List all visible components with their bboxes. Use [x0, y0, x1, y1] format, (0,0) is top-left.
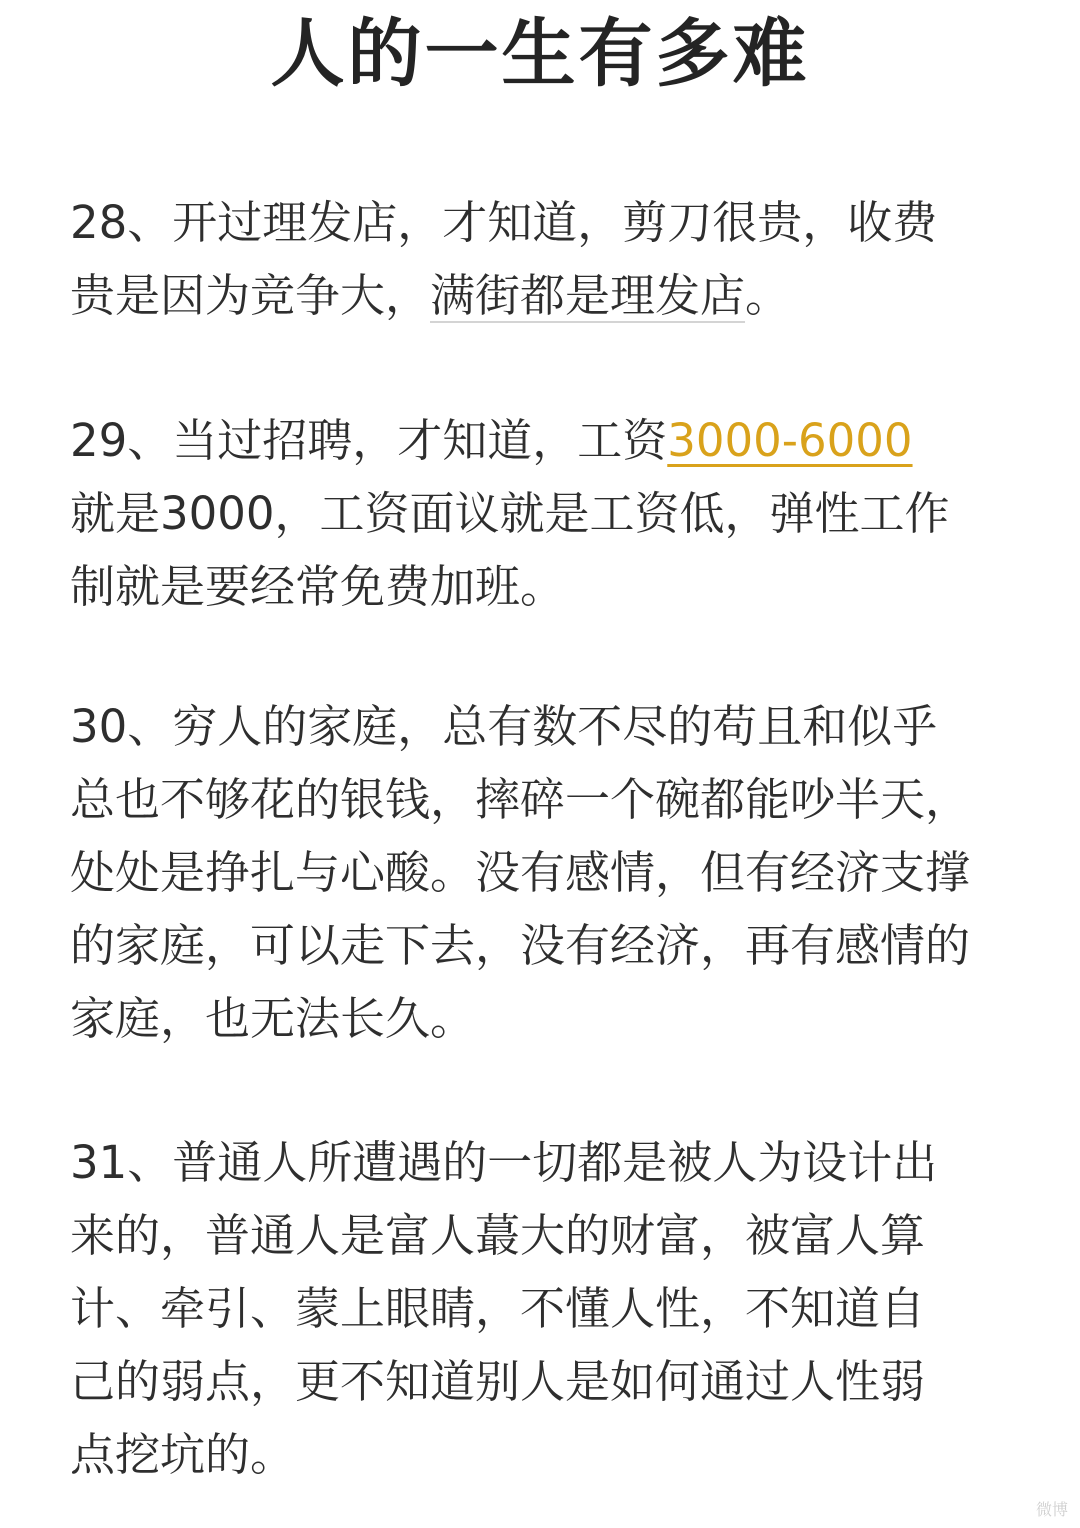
salary-link[interactable]: 3000-6000	[667, 414, 913, 467]
text-line: 总也不够花的银钱，摔碎一个碗都能吵半天，	[70, 773, 971, 826]
text-line: 制就是要经常免费加班。	[70, 560, 566, 613]
list-item	[70, 690, 1030, 1055]
text-line: 处处是挣扎与心酸。没有感情，但有经济支撑	[70, 846, 971, 899]
text-line: 家庭，也无法长久。	[70, 992, 476, 1045]
text-line: 的家庭，可以走下去，没有经济，再有感情的	[70, 919, 971, 972]
watermark: 微博	[1035, 1500, 1068, 1519]
text-line: 计、牵引、蒙上眼睛，不懂人性，不知道自	[70, 1282, 926, 1335]
list-item	[70, 186, 1030, 332]
page-title: 人的一生有多难	[270, 11, 810, 97]
list-item	[70, 1126, 1030, 1491]
text-line: 己的弱点，更不知道别人是如何通过人性弱	[70, 1355, 926, 1408]
text-line: 点挖坑的。	[70, 1428, 296, 1481]
list-item	[70, 404, 1030, 623]
text-line: 贵是因为竞争大，满街都是理发店。	[70, 269, 791, 322]
text-line: 28、开过理发店，才知道，剪刀很贵，收费	[70, 196, 938, 249]
text-line: 31、普通人所遭遇的一切都是被人为设计出	[70, 1136, 938, 1189]
text-line: 来的，普通人是富人蕞大的财富，被富人算	[70, 1209, 926, 1262]
underlined-text: 满街都是理发店	[430, 269, 746, 322]
text-line: 30、穷人的家庭，总有数不尽的苟且和似乎	[70, 700, 938, 753]
text-line: 就是3000，工资面议就是工资低，弹性工作	[70, 487, 950, 540]
text-line: 29、当过招聘，才知道，工资3000-6000	[70, 414, 913, 467]
